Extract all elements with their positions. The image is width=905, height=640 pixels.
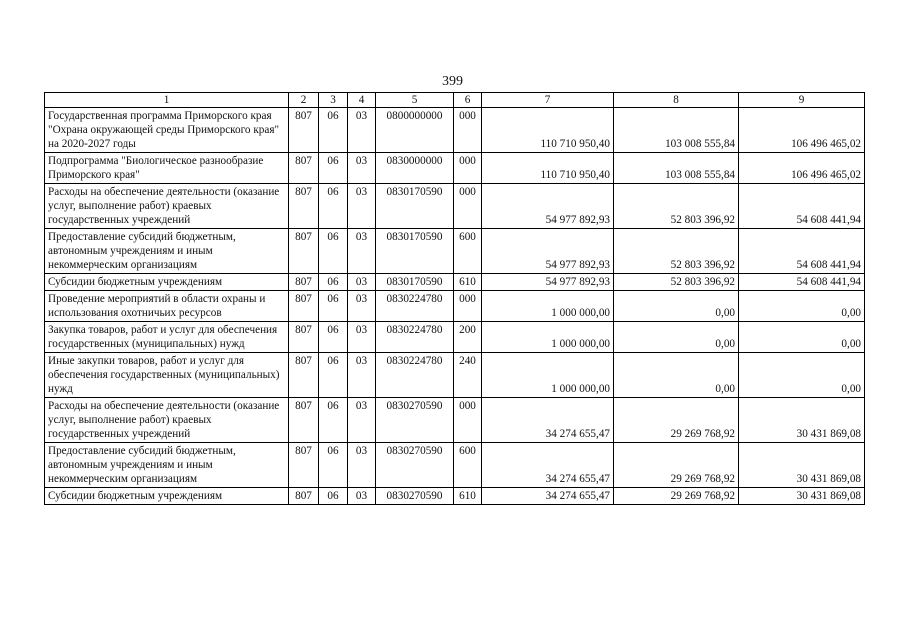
expense-type-cell: 600	[454, 443, 482, 488]
amount-col7-cell: 1 000 000,00	[482, 353, 614, 398]
amount-col7-cell: 110 710 950,40	[482, 153, 614, 184]
amount-col7-cell: 54 977 892,93	[482, 184, 614, 229]
amount-col7-cell: 1 000 000,00	[482, 322, 614, 353]
ministry-code-cell: 807	[289, 274, 319, 291]
amount-col8-cell: 0,00	[614, 353, 739, 398]
amount-col8-cell: 103 008 555,84	[614, 153, 739, 184]
expense-type-cell: 000	[454, 291, 482, 322]
amount-col9-cell: 30 431 869,08	[739, 488, 865, 505]
ministry-code-cell: 807	[289, 153, 319, 184]
amount-col8-cell: 52 803 396,92	[614, 274, 739, 291]
table-row	[45, 229, 865, 274]
amount-col8-cell: 29 269 768,92	[614, 488, 739, 505]
target-article-cell: 0830224780	[376, 353, 454, 398]
amount-col8-cell: 29 269 768,92	[614, 398, 739, 443]
row-name-cell: Закупка товаров, работ и услуг для обеспечения государственных (муниципальных) нужд	[45, 322, 289, 353]
section-code-cell: 06	[319, 322, 348, 353]
subsection-code-cell: 03	[348, 274, 376, 291]
section-code-cell: 06	[319, 488, 348, 505]
amount-col9-cell: 0,00	[739, 291, 865, 322]
table-row	[45, 353, 865, 398]
column-header: 5	[376, 93, 454, 108]
table-row	[45, 488, 865, 505]
row-name-cell: Расходы на обеспечение деятельности (оказание услуг, выполнение работ) краевых государственных учреждений	[45, 184, 289, 229]
expense-type-cell: 000	[454, 184, 482, 229]
column-header: 3	[319, 93, 348, 108]
row-name-cell: Предоставление субсидий бюджетным, автономным учреждениям и иным некоммерческим организациям	[45, 443, 289, 488]
expense-type-cell: 200	[454, 322, 482, 353]
ministry-code-cell: 807	[289, 398, 319, 443]
column-header: 4	[348, 93, 376, 108]
amount-col7-cell: 110 710 950,40	[482, 108, 614, 153]
amount-col8-cell: 0,00	[614, 322, 739, 353]
table-row	[45, 291, 865, 322]
amount-col8-cell: 103 008 555,84	[614, 108, 739, 153]
page-number: 399	[442, 74, 463, 89]
subsection-code-cell: 03	[348, 291, 376, 322]
target-article-cell: 0830170590	[376, 184, 454, 229]
amount-col9-cell: 0,00	[739, 322, 865, 353]
subsection-code-cell: 03	[348, 443, 376, 488]
subsection-code-cell: 03	[348, 398, 376, 443]
amount-col7-cell: 1 000 000,00	[482, 291, 614, 322]
row-name-cell: Государственная программа Приморского края "Охрана окружающей среды Приморского края" на 2020-2027 годы	[45, 108, 289, 153]
table-row	[45, 443, 865, 488]
subsection-code-cell: 03	[348, 322, 376, 353]
section-code-cell: 06	[319, 291, 348, 322]
amount-col7-cell: 34 274 655,47	[482, 488, 614, 505]
column-header: 8	[614, 93, 739, 108]
subsection-code-cell: 03	[348, 108, 376, 153]
section-code-cell: 06	[319, 153, 348, 184]
subsection-code-cell: 03	[348, 488, 376, 505]
ministry-code-cell: 807	[289, 291, 319, 322]
section-code-cell: 06	[319, 229, 348, 274]
expense-type-cell: 610	[454, 274, 482, 291]
amount-col9-cell: 54 608 441,94	[739, 184, 865, 229]
target-article-cell: 0830270590	[376, 443, 454, 488]
expense-type-cell: 610	[454, 488, 482, 505]
subsection-code-cell: 03	[348, 184, 376, 229]
target-article-cell: 0830224780	[376, 322, 454, 353]
amount-col8-cell: 52 803 396,92	[614, 184, 739, 229]
expense-type-cell: 240	[454, 353, 482, 398]
ministry-code-cell: 807	[289, 108, 319, 153]
amount-col9-cell: 106 496 465,02	[739, 153, 865, 184]
row-name-cell: Предоставление субсидий бюджетным, автономным учреждениям и иным некоммерческим организациям	[45, 229, 289, 274]
column-header: 7	[482, 93, 614, 108]
expense-type-cell: 600	[454, 229, 482, 274]
target-article-cell: 0830224780	[376, 291, 454, 322]
row-name-cell: Расходы на обеспечение деятельности (оказание услуг, выполнение работ) краевых государственных учреждений	[45, 398, 289, 443]
table-row	[45, 153, 865, 184]
column-header: 1	[45, 93, 289, 108]
row-name-cell: Субсидии бюджетным учреждениям	[45, 274, 289, 291]
amount-col7-cell: 54 977 892,93	[482, 229, 614, 274]
subsection-code-cell: 03	[348, 229, 376, 274]
row-name-cell: Проведение мероприятий в области охраны и использования охотничьих ресурсов	[45, 291, 289, 322]
amount-col9-cell: 30 431 869,08	[739, 398, 865, 443]
row-name-cell: Субсидии бюджетным учреждениям	[45, 488, 289, 505]
column-header: 9	[739, 93, 865, 108]
target-article-cell: 0800000000	[376, 108, 454, 153]
ministry-code-cell: 807	[289, 184, 319, 229]
section-code-cell: 06	[319, 443, 348, 488]
subsection-code-cell: 03	[348, 353, 376, 398]
section-code-cell: 06	[319, 274, 348, 291]
target-article-cell: 0830170590	[376, 274, 454, 291]
table-row	[45, 274, 865, 291]
amount-col9-cell: 54 608 441,94	[739, 229, 865, 274]
table-row	[45, 108, 865, 153]
subsection-code-cell: 03	[348, 153, 376, 184]
column-header: 6	[454, 93, 482, 108]
target-article-cell: 0830000000	[376, 153, 454, 184]
ministry-code-cell: 807	[289, 322, 319, 353]
section-code-cell: 06	[319, 398, 348, 443]
header-row	[45, 93, 865, 108]
amount-col9-cell: 0,00	[739, 353, 865, 398]
target-article-cell: 0830170590	[376, 229, 454, 274]
row-name-cell: Подпрограмма "Биологическое разнообразие Приморского края"	[45, 153, 289, 184]
table-row	[45, 184, 865, 229]
section-code-cell: 06	[319, 108, 348, 153]
ministry-code-cell: 807	[289, 229, 319, 274]
amount-col7-cell: 54 977 892,93	[482, 274, 614, 291]
amount-col8-cell: 29 269 768,92	[614, 443, 739, 488]
ministry-code-cell: 807	[289, 353, 319, 398]
expense-type-cell: 000	[454, 398, 482, 443]
amount-col8-cell: 52 803 396,92	[614, 229, 739, 274]
table-row	[45, 398, 865, 443]
amount-col9-cell: 30 431 869,08	[739, 443, 865, 488]
row-name-cell: Иные закупки товаров, работ и услуг для обеспечения государственных (муниципальных) нужд	[45, 353, 289, 398]
budget-table	[44, 92, 865, 505]
amount-col9-cell: 106 496 465,02	[739, 108, 865, 153]
expense-type-cell: 000	[454, 153, 482, 184]
target-article-cell: 0830270590	[376, 398, 454, 443]
section-code-cell: 06	[319, 184, 348, 229]
amount-col7-cell: 34 274 655,47	[482, 443, 614, 488]
target-article-cell: 0830270590	[376, 488, 454, 505]
section-code-cell: 06	[319, 353, 348, 398]
amount-col7-cell: 34 274 655,47	[482, 398, 614, 443]
table-row	[45, 322, 865, 353]
expense-type-cell: 000	[454, 108, 482, 153]
ministry-code-cell: 807	[289, 443, 319, 488]
column-header: 2	[289, 93, 319, 108]
ministry-code-cell: 807	[289, 488, 319, 505]
amount-col8-cell: 0,00	[614, 291, 739, 322]
amount-col9-cell: 54 608 441,94	[739, 274, 865, 291]
